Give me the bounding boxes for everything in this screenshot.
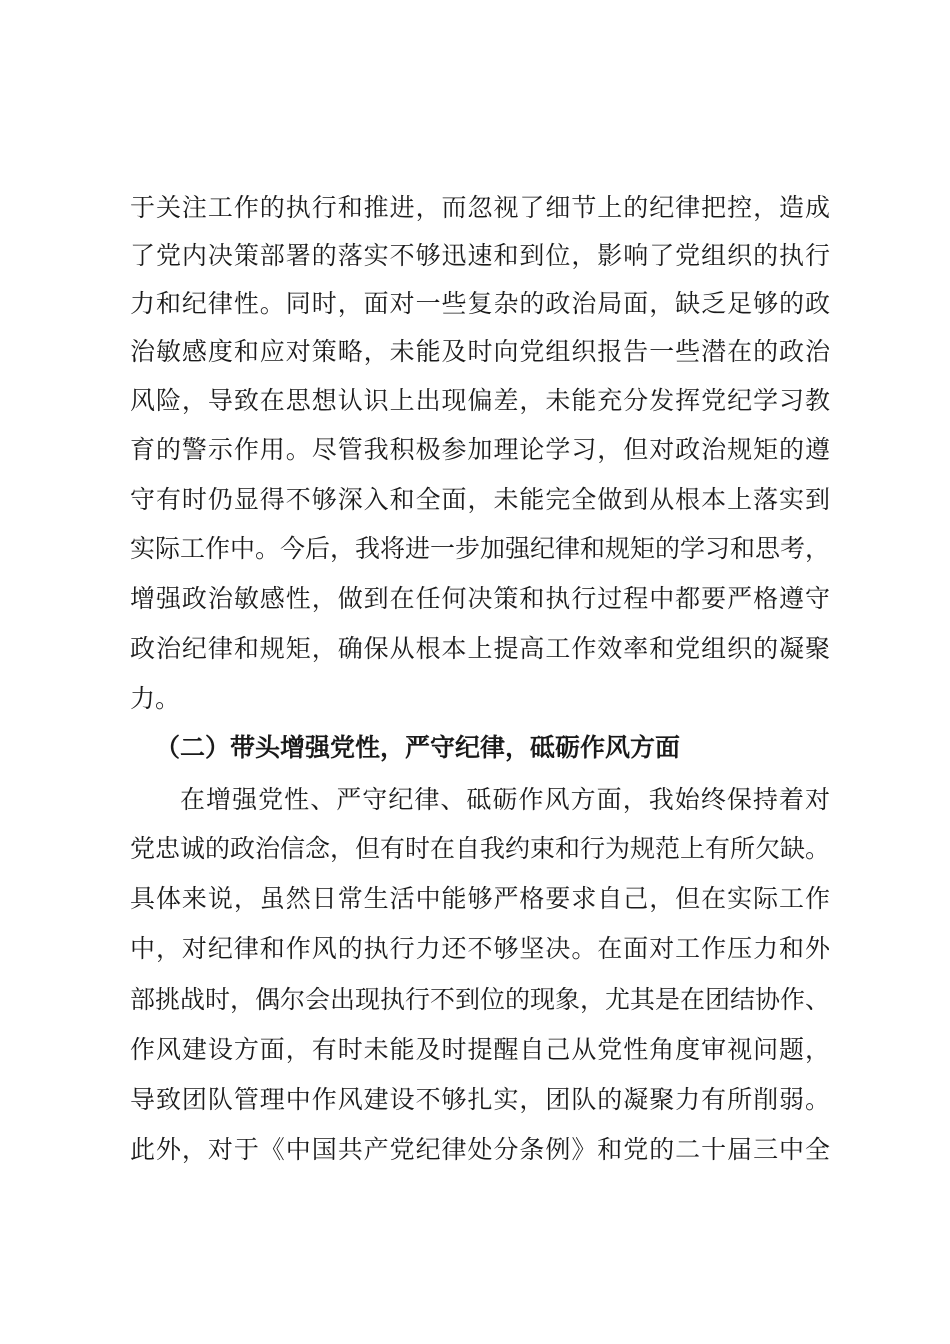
paragraph-line: 了党内决策部署的落实不够迅速和到位，影响了党组织的执行 <box>130 241 830 270</box>
section-heading: （二）带头增强党性，严守纪律，砥砺作风方面 <box>155 733 681 762</box>
paragraph-line: 力和纪律性。同时，面对一些复杂的政治局面，缺乏足够的政 <box>130 289 830 318</box>
paragraph-line: 党忠诚的政治信念，但有时在自我约束和行为规范上有所欠缺。 <box>130 834 831 863</box>
paragraph-line: 守有时仍显得不够深入和全面，未能完全做到从根本上落实到 <box>130 485 830 514</box>
paragraph-line: 此外，对于《中国共产党纪律处分条例》和党的二十届三中全 <box>130 1135 830 1164</box>
paragraph-line: 政治纪律和规矩，确保从根本上提高工作效率和党组织的凝聚 <box>130 634 830 663</box>
paragraph-line: 治敏感度和应对策略，未能及时向党组织报告一些潜在的政治 <box>130 337 830 366</box>
paragraph-line: 增强政治敏感性，做到在任何决策和执行过程中都要严格遵守 <box>130 584 830 613</box>
paragraph-line: 具体来说，虽然日常生活中能够严格要求自己，但在实际工作 <box>130 884 830 913</box>
paragraph-line: 部挑战时，偶尔会出现执行不到位的现象，尤其是在团结协作、 <box>130 985 831 1014</box>
paragraph-line: 导致团队管理中作风建设不够扎实，团队的凝聚力有所削弱。 <box>130 1085 830 1114</box>
paragraph-line: 在增强党性、严守纪律、砥砺作风方面，我始终保持着对 <box>180 785 830 814</box>
paragraph-line: 作风建设方面，有时未能及时提醒自己从党性角度审视问题， <box>130 1035 830 1064</box>
paragraph-line: 力。 <box>130 684 181 713</box>
paragraph-line: 于关注工作的执行和推进，而忽视了细节上的纪律把控，造成 <box>130 193 830 222</box>
paragraph-line: 育的警示作用。尽管我积极参加理论学习，但对政治规矩的遵 <box>130 435 830 464</box>
paragraph-line: 中，对纪律和作风的执行力还不够坚决。在面对工作压力和外 <box>130 934 830 963</box>
paragraph-line: 实际工作中。今后，我将进一步加强纪律和规矩的学习和思考， <box>130 534 831 563</box>
paragraph-line: 风险，导致在思想认识上出现偏差，未能充分发挥党纪学习教 <box>130 386 830 415</box>
